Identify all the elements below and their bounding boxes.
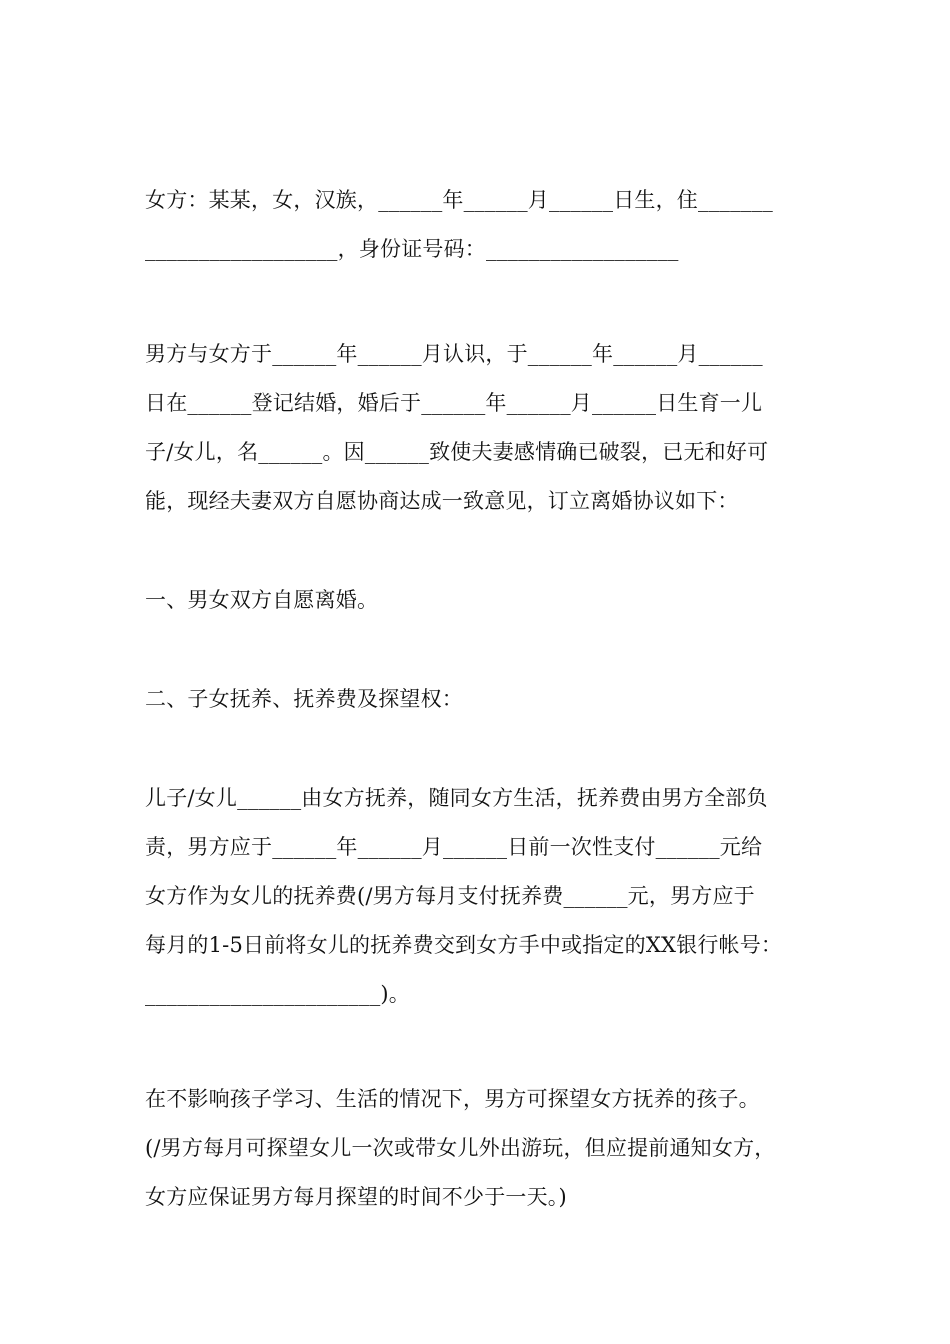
clause-2-heading xyxy=(145,682,825,717)
text-line: 女方作为女儿的抚养费(/男方每月支付抚养费______元，男方应于 xyxy=(145,884,755,908)
text-line: 女方应保证男方每月探望的时间不少于一天。) xyxy=(145,1185,567,1209)
text-line: 日在______登记结婚，婚后于______年______月______日生育一儿 xyxy=(145,391,763,415)
text-line: 在不影响孩子学习、生活的情况下，男方可探望女方抚养的孩子。 xyxy=(145,1087,760,1111)
text-line: 一、男女双方自愿离婚。 xyxy=(145,588,379,612)
document-body xyxy=(145,183,825,1215)
clause-1-heading xyxy=(145,583,825,618)
party-female-paragraph xyxy=(145,183,825,267)
text-line: (/男方每月可探望女儿一次或带女儿外出游玩，但应提前通知女方， xyxy=(145,1136,776,1160)
text-line: 女方：某某，女，汉族，______年______月______日生，住_______ xyxy=(145,188,773,212)
text-line: ______________________)。 xyxy=(145,982,410,1006)
text-line: 每月的1-5日前将女儿的抚养费交到女方手中或指定的XX银行帐号： xyxy=(145,933,783,957)
text-line: 二、子女抚养、抚养费及探望权： xyxy=(145,687,463,711)
visitation-paragraph xyxy=(145,1082,825,1215)
text-line: 子/女儿，名______。因______致使夫妻感情确已破裂，已无和好可 xyxy=(145,440,769,464)
text-line: 男方与女方于______年______月认识，于______年______月______ xyxy=(145,342,763,366)
text-line: 责，男方应于______年______月______日前一次性支付______元给 xyxy=(145,835,763,859)
text-line: __________________，身份证号码：__________________ xyxy=(145,237,679,261)
custody-paragraph xyxy=(145,781,825,1012)
text-line: 能，现经夫妻双方自愿协商达成一致意见，订立离婚协议如下： xyxy=(145,489,739,513)
text-line: 儿子/女儿______由女方抚养，随同女方生活，抚养费由男方全部负 xyxy=(145,786,768,810)
background-paragraph xyxy=(145,337,825,519)
